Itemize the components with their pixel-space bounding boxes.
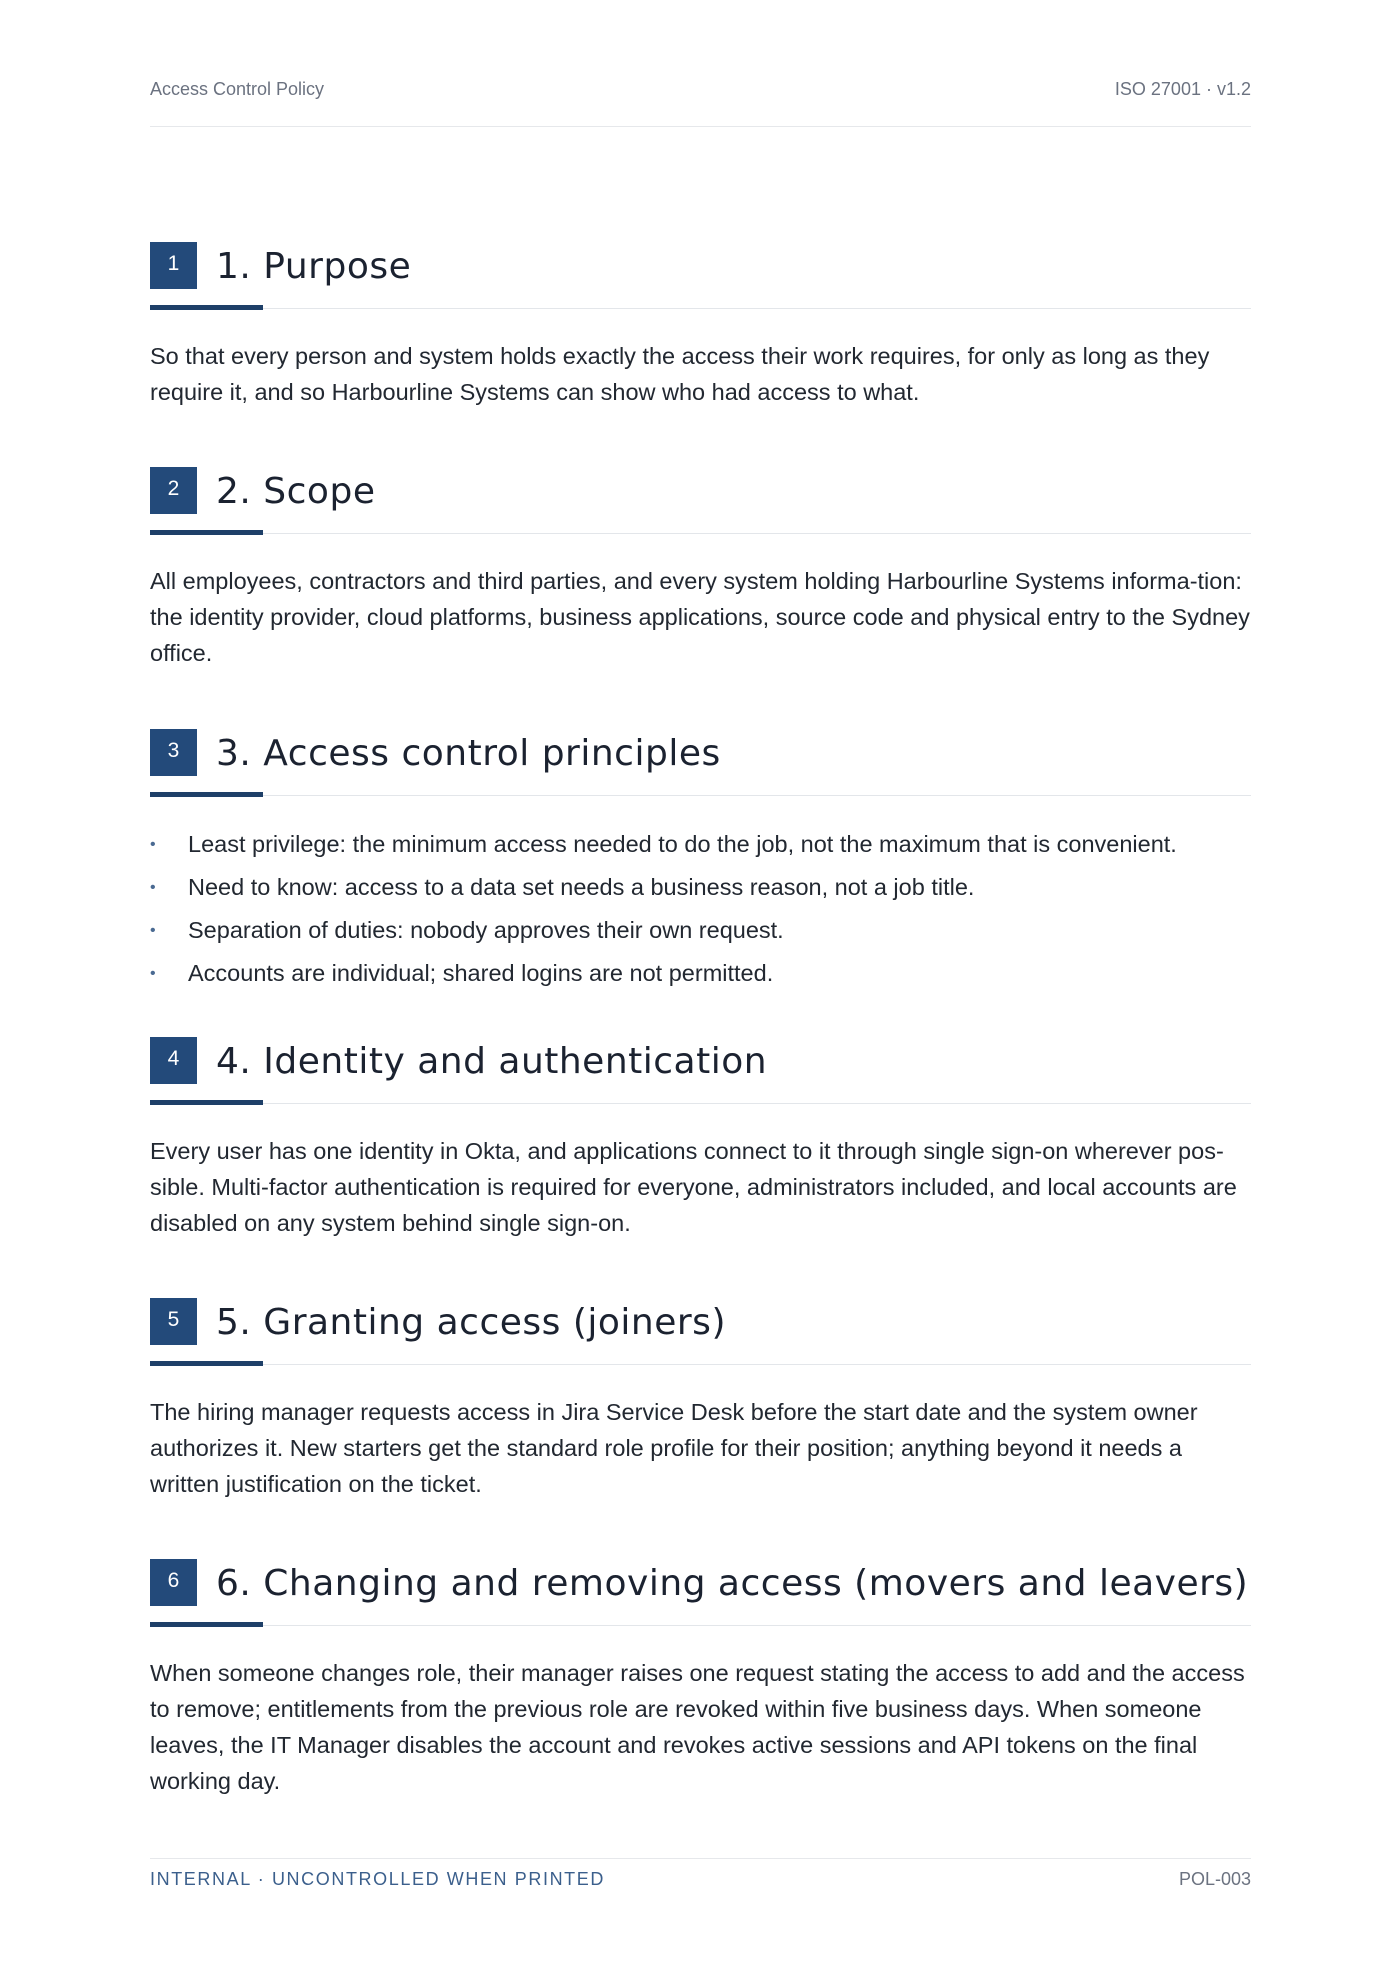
section-heading	[150, 1298, 1251, 1365]
section-number-badge: 1	[150, 242, 197, 289]
principles-list	[150, 796, 1251, 995]
running-footer	[150, 1858, 1251, 1891]
standard-version: ISO 27001 · v1.2	[1114, 79, 1251, 99]
heading-accent-bar	[150, 1100, 263, 1105]
list-item-text: Separation of duties: nobody approves their own request.	[188, 917, 784, 943]
bullet-icon: •	[150, 879, 156, 896]
section-number-badge: 3	[150, 729, 197, 776]
section-heading	[150, 1037, 1251, 1104]
list-item	[150, 866, 1251, 909]
section-title: 2. Scope	[216, 471, 376, 512]
section-number-badge: 4	[150, 1037, 197, 1084]
heading-accent-bar	[150, 530, 263, 535]
section-body: When someone changes role, their manager raises one request stating the access to add and the access to remove; entitlements from the previous role are revoked within five business days. When someone leaves, the IT Manager disables the account and revokes active sessions and API tokens on the final working day.	[150, 1660, 1245, 1794]
heading-accent-bar	[150, 305, 263, 310]
document-id: POL-003	[1178, 1869, 1251, 1889]
section-heading	[150, 242, 1251, 309]
section-title: 1. Purpose	[216, 246, 412, 287]
section-scope	[150, 467, 1251, 671]
list-item	[150, 952, 1251, 995]
section-number-badge: 2	[150, 467, 197, 514]
section-heading	[150, 467, 1251, 534]
list-item-text: Need to know: access to a data set needs a business reason, not a job title.	[188, 874, 975, 900]
section-number-badge: 6	[150, 1559, 197, 1606]
section-body: The hiring manager requests access in Jira Service Desk before the start date and the system owner authorizes it. New starters get the standard role profile for their position; anything beyond it needs a written justification on the ticket.	[150, 1399, 1198, 1497]
section-movers-leavers	[150, 1559, 1251, 1799]
bullet-icon: •	[150, 965, 156, 982]
heading-accent-bar	[150, 1622, 263, 1627]
list-item	[150, 909, 1251, 952]
section-title: 3. Access control principles	[216, 733, 721, 774]
section-principles	[150, 729, 1251, 995]
section-heading	[150, 1559, 1251, 1626]
list-item-text: Least privilege: the minimum access needed to do the job, not the maximum that is convenient.	[188, 831, 1177, 857]
section-purpose	[150, 242, 1251, 410]
section-body: All employees, contractors and third parties, and every system holding Harbourline Systems informa-tion: the identity provider, cloud platforms, business applications, source code and physical entry to the Sydney office.	[150, 568, 1250, 666]
section-title: 5. Granting access (joiners)	[216, 1302, 726, 1343]
list-item-text: Accounts are individual; shared logins are not permitted.	[188, 960, 774, 986]
section-body: So that every person and system holds exactly the access their work requires, for only as long as they require it, and so Harbourline Systems can show who had access to what.	[150, 343, 1210, 405]
heading-accent-bar	[150, 792, 263, 797]
section-identity	[150, 1037, 1251, 1241]
section-number-badge: 5	[150, 1298, 197, 1345]
classification-label: INTERNAL · UNCONTROLLED WHEN PRINTED	[150, 1869, 605, 1889]
list-item	[150, 823, 1251, 866]
section-joiners	[150, 1298, 1251, 1502]
policy-page	[150, 0, 1251, 1979]
section-body: Every user has one identity in Okta, and applications connect to it through single sign-on wherever pos-sible. Multi-factor authentication is required for everyone, administrators included, and local accounts are disabled on any system behind single sign-on.	[150, 1138, 1237, 1236]
heading-accent-bar	[150, 1361, 263, 1366]
document-title: Access Control Policy	[150, 79, 325, 99]
section-title: 4. Identity and authentication	[216, 1041, 768, 1082]
bullet-icon: •	[150, 922, 156, 939]
section-heading	[150, 729, 1251, 796]
running-header	[150, 78, 1251, 127]
bullet-icon: •	[150, 836, 156, 853]
section-title: 6. Changing and removing access (movers and leavers)	[216, 1563, 1249, 1604]
